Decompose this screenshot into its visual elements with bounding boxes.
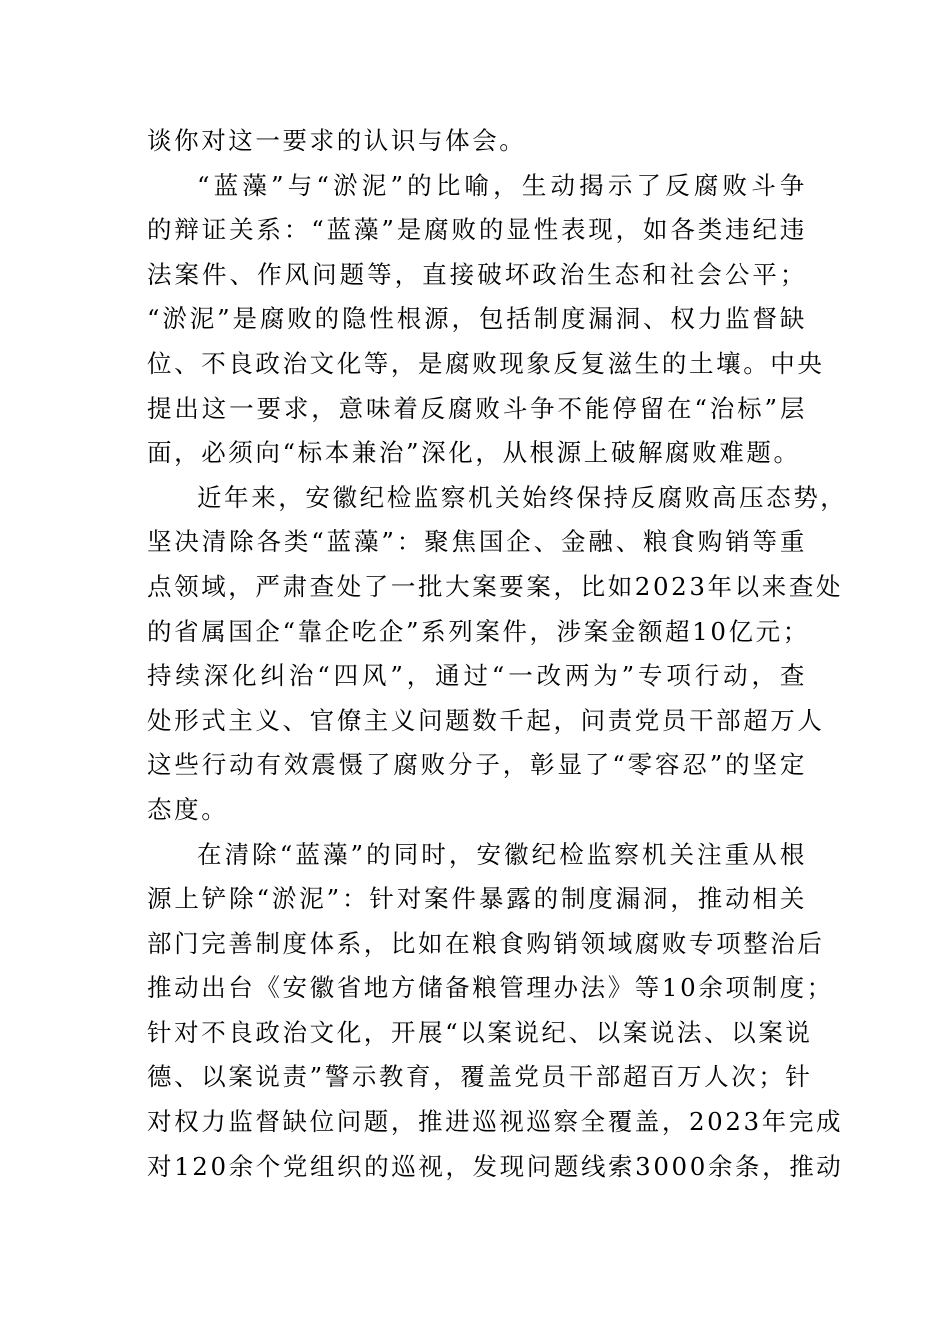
text-line: 部门完善制度体系，比如在粮食购销领域腐败专项整治后 (147, 928, 825, 958)
paragraph-first-line: 近年来，安徽纪检监察机关始终保持反腐败高压态势， (197, 482, 848, 512)
text-line: 针对不良政治文化，开展“以案说纪、以案说法、以案说 (147, 1017, 813, 1047)
text-line: 位、不良政治文化等，是腐败现象反复滋生的土壤。中央 (147, 348, 825, 378)
text-line: 的省属国企“靠企吃企”系列案件，涉案金额超10亿元； (147, 616, 810, 646)
text-line: 源上铲除“淤泥”：针对案件暴露的制度漏洞，推动相关 (147, 884, 807, 914)
text-line: 推动出台《安徽省地方储备粮管理办法》等10余项制度； (147, 973, 834, 1003)
text-line: 对权力监督缺位问题，推进巡视巡察全覆盖，2023年完成 (147, 1107, 844, 1137)
text-line: 的辩证关系：“蓝藻”是腐败的显性表现，如各类违纪违 (147, 215, 807, 245)
text-line: “淤泥”是腐败的隐性根源，包括制度漏洞、权力监督缺 (147, 304, 807, 334)
text-line: 对120余个党组织的巡视，发现问题线索3000余条，推动 (147, 1151, 844, 1181)
text-line: 提出这一要求，意味着反腐败斗争不能停留在“治标”层 (147, 393, 807, 423)
paragraph-first-line: “蓝藻”与“淤泥”的比喻，生动揭示了反腐败斗争 (197, 170, 807, 200)
text-line: 坚决清除各类“蓝藻”：聚焦国企、金融、粮食购销等重 (147, 527, 807, 557)
text-line: 谈你对这一要求的认识与体会。 (147, 126, 527, 155)
text-line: 态度。 (147, 794, 229, 824)
text-line: 这些行动有效震慑了腐败分子，彰显了“零容忍”的坚定 (147, 750, 807, 780)
text-line: 处形式主义、官僚主义问题数千起，问责党员干部超万人 (147, 705, 825, 735)
text-line: 持续深化纠治“四风”，通过“一改两为”专项行动，查 (147, 661, 807, 691)
text-line: 面，必须向“标本兼治”深化，从根源上破解腐败难题。 (147, 438, 801, 468)
text-line: 法案件、作风问题等，直接破坏政治生态和社会公平； (147, 259, 807, 289)
paragraph-first-line: 在清除“蓝藻”的同时，安徽纪检监察机关注重从根 (197, 839, 807, 869)
text-line: 德、以案说责”警示教育，覆盖党员干部超百万人次；针 (147, 1062, 813, 1092)
text-line: 点领域，严肃查处了一批大案要案，比如2023年以来查处 (147, 571, 844, 601)
body-text (147, 119, 848, 1189)
